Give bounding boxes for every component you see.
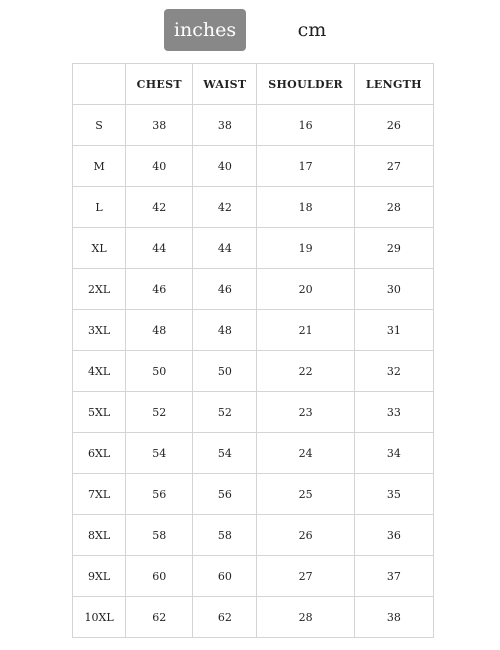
cell-shoulder: 21 xyxy=(257,310,354,351)
cell-chest: 46 xyxy=(126,269,193,310)
cell-size: S xyxy=(73,105,126,146)
cell-size: 2XL xyxy=(73,269,126,310)
cell-size: 5XL xyxy=(73,392,126,433)
cell-length: 34 xyxy=(354,433,433,474)
table-row xyxy=(73,310,434,351)
cell-waist: 60 xyxy=(193,556,257,597)
cm-button[interactable]: cm xyxy=(282,9,342,51)
size-chart-table xyxy=(72,63,434,638)
cell-chest: 38 xyxy=(126,105,193,146)
cell-length: 29 xyxy=(354,228,433,269)
cell-shoulder: 23 xyxy=(257,392,354,433)
cell-length: 27 xyxy=(354,146,433,187)
cell-waist: 58 xyxy=(193,515,257,556)
table-row xyxy=(73,597,434,638)
cell-chest: 40 xyxy=(126,146,193,187)
cell-size: 3XL xyxy=(73,310,126,351)
table-row xyxy=(73,269,434,310)
cell-chest: 62 xyxy=(126,597,193,638)
cell-waist: 46 xyxy=(193,269,257,310)
header-chest: CHEST xyxy=(126,64,193,105)
table-row xyxy=(73,146,434,187)
cell-size: M xyxy=(73,146,126,187)
cell-shoulder: 22 xyxy=(257,351,354,392)
table-row xyxy=(73,556,434,597)
table-row xyxy=(73,351,434,392)
header-shoulder: SHOULDER xyxy=(257,64,354,105)
cell-length: 36 xyxy=(354,515,433,556)
cell-chest: 60 xyxy=(126,556,193,597)
cell-length: 33 xyxy=(354,392,433,433)
cell-shoulder: 16 xyxy=(257,105,354,146)
cell-chest: 42 xyxy=(126,187,193,228)
cell-shoulder: 27 xyxy=(257,556,354,597)
cell-waist: 38 xyxy=(193,105,257,146)
table-row xyxy=(73,474,434,515)
cell-size: 10XL xyxy=(73,597,126,638)
table-row xyxy=(73,433,434,474)
cell-length: 28 xyxy=(354,187,433,228)
table-row xyxy=(73,228,434,269)
cell-shoulder: 20 xyxy=(257,269,354,310)
cell-shoulder: 24 xyxy=(257,433,354,474)
cell-waist: 50 xyxy=(193,351,257,392)
cell-length: 31 xyxy=(354,310,433,351)
cell-waist: 42 xyxy=(193,187,257,228)
cell-shoulder: 19 xyxy=(257,228,354,269)
cell-waist: 54 xyxy=(193,433,257,474)
cell-chest: 58 xyxy=(126,515,193,556)
cell-size: L xyxy=(73,187,126,228)
cell-shoulder: 25 xyxy=(257,474,354,515)
cell-length: 32 xyxy=(354,351,433,392)
cell-size: 4XL xyxy=(73,351,126,392)
table-row xyxy=(73,515,434,556)
cell-chest: 50 xyxy=(126,351,193,392)
cell-length: 30 xyxy=(354,269,433,310)
cell-waist: 62 xyxy=(193,597,257,638)
table-row xyxy=(73,392,434,433)
cell-chest: 56 xyxy=(126,474,193,515)
cell-size: 7XL xyxy=(73,474,126,515)
table-row xyxy=(73,105,434,146)
header-length: LENGTH xyxy=(354,64,433,105)
cell-waist: 52 xyxy=(193,392,257,433)
unit-toggle xyxy=(0,9,500,51)
cell-chest: 48 xyxy=(126,310,193,351)
cell-shoulder: 26 xyxy=(257,515,354,556)
cell-shoulder: 28 xyxy=(257,597,354,638)
cell-waist: 40 xyxy=(193,146,257,187)
cell-length: 26 xyxy=(354,105,433,146)
cell-size: 8XL xyxy=(73,515,126,556)
size-chart-body xyxy=(73,105,434,638)
size-chart-header xyxy=(73,64,434,105)
cell-waist: 56 xyxy=(193,474,257,515)
cell-chest: 44 xyxy=(126,228,193,269)
cell-length: 35 xyxy=(354,474,433,515)
header-waist: WAIST xyxy=(193,64,257,105)
header-size xyxy=(73,64,126,105)
cell-shoulder: 18 xyxy=(257,187,354,228)
cell-waist: 44 xyxy=(193,228,257,269)
cell-chest: 52 xyxy=(126,392,193,433)
cell-size: XL xyxy=(73,228,126,269)
cell-length: 38 xyxy=(354,597,433,638)
cell-size: 6XL xyxy=(73,433,126,474)
cell-waist: 48 xyxy=(193,310,257,351)
cell-shoulder: 17 xyxy=(257,146,354,187)
table-row xyxy=(73,187,434,228)
header-row xyxy=(73,64,434,105)
cell-length: 37 xyxy=(354,556,433,597)
cell-chest: 54 xyxy=(126,433,193,474)
cell-size: 9XL xyxy=(73,556,126,597)
inches-button[interactable]: inches xyxy=(164,9,246,51)
